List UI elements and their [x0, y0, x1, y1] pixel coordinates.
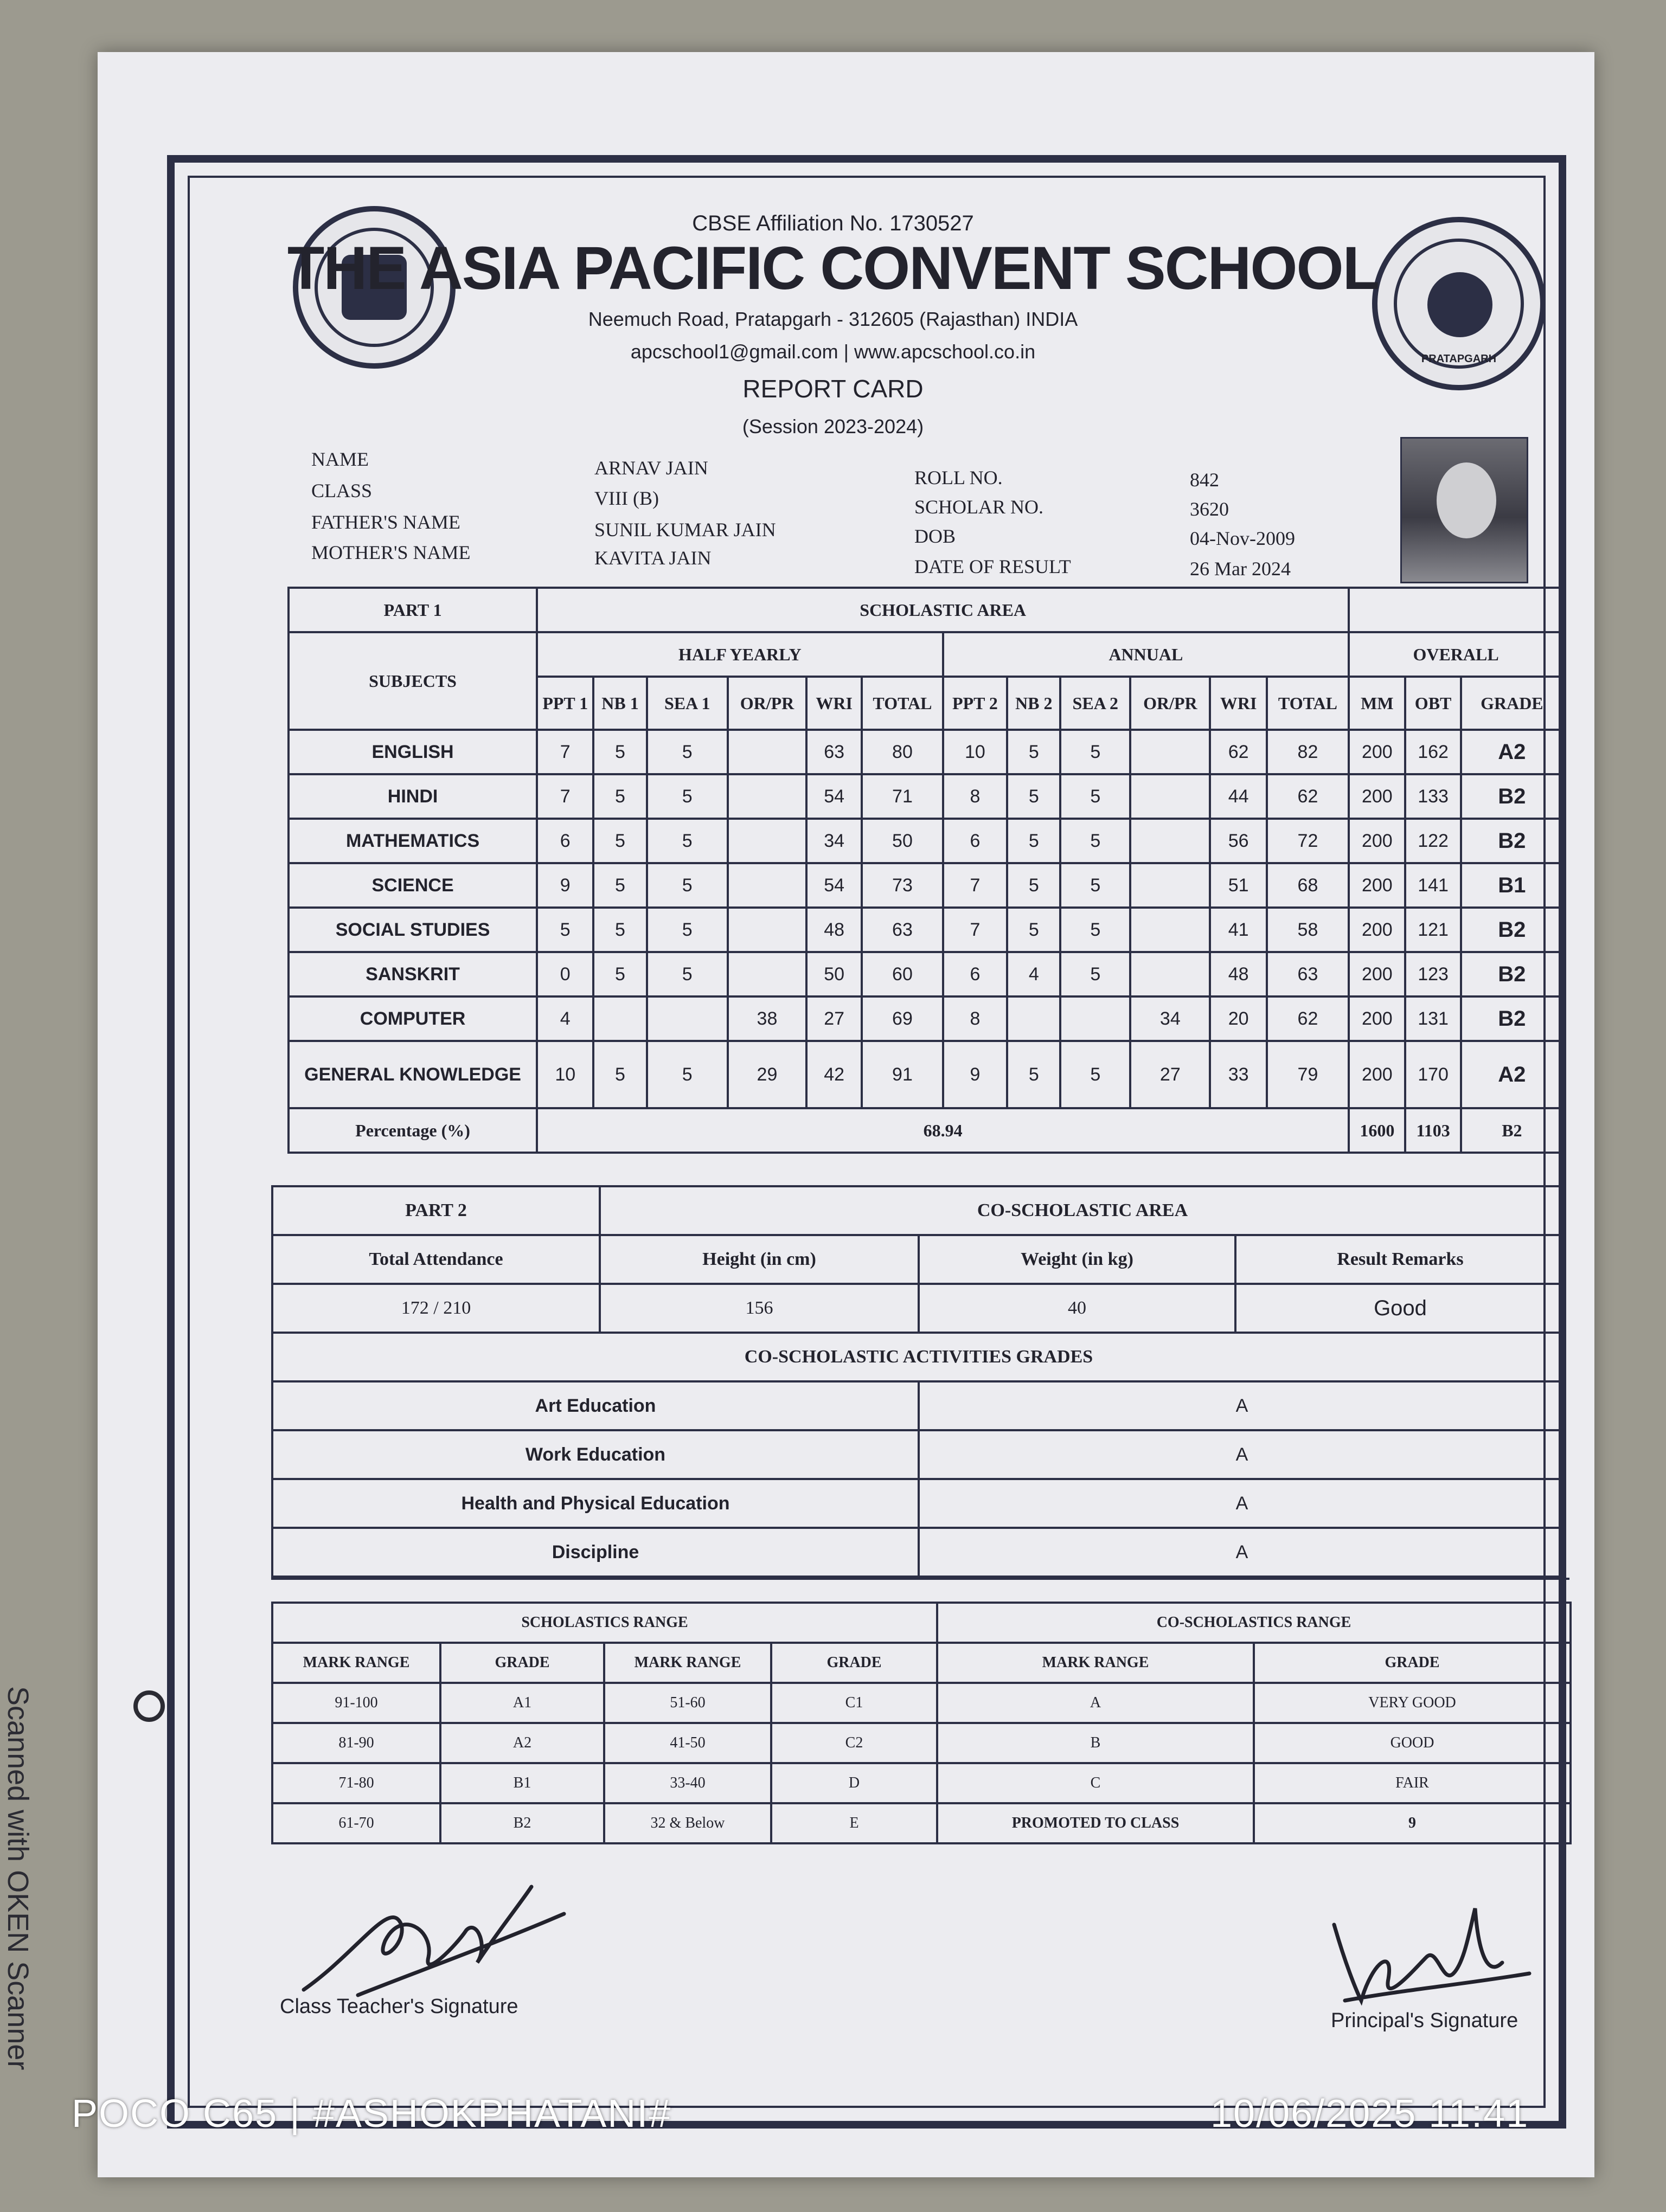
attendance-value: 172 / 210 — [272, 1284, 600, 1333]
half-yearly-mark: 5 — [593, 730, 646, 774]
annual-mark: 10 — [943, 730, 1008, 774]
dob-label: DOB — [914, 525, 956, 547]
class-teacher-signature-label: Class Teacher's Signature — [280, 1995, 518, 2018]
height-label: Height (in cm) — [600, 1235, 919, 1284]
annual-mark: 56 — [1210, 819, 1266, 863]
mark-range-heading: MARK RANGE — [272, 1643, 440, 1683]
subject-grade: B2 — [1461, 908, 1563, 952]
half-yearly-mark: 54 — [806, 774, 862, 819]
range-grade: D — [771, 1763, 937, 1803]
camera-timestamp: 10/06/2025 11:41 — [1210, 2092, 1529, 2136]
annual-mark: 7 — [943, 863, 1008, 908]
subject-row — [289, 774, 1563, 819]
subject-row — [289, 819, 1563, 863]
half-yearly-mark: 5 — [537, 908, 593, 952]
annual-mark: 9 — [943, 1041, 1008, 1108]
coscholastic-mark: A — [937, 1683, 1254, 1723]
half-yearly-mark — [728, 908, 806, 952]
range-grade: E — [771, 1803, 937, 1843]
coscholastic-grade: VERY GOOD — [1254, 1683, 1571, 1723]
obtained-marks: 122 — [1405, 819, 1460, 863]
annual-mark: 8 — [943, 996, 1008, 1041]
half-yearly-mark — [647, 996, 728, 1041]
annual-mark: 48 — [1210, 952, 1266, 996]
promoted-label: PROMOTED TO CLASS — [937, 1803, 1254, 1843]
annual-mark — [1130, 908, 1210, 952]
annual-mark: 72 — [1267, 819, 1349, 863]
half-yearly-mark — [728, 819, 806, 863]
col-header: SEA 2 — [1060, 677, 1130, 730]
subject-grade: B2 — [1461, 819, 1563, 863]
obtained-marks: 141 — [1405, 863, 1460, 908]
annual-mark: 7 — [943, 908, 1008, 952]
overall-heading: OVERALL — [1349, 632, 1563, 677]
max-marks: 200 — [1349, 952, 1405, 996]
seal-text: PRATAPGARH — [1421, 353, 1497, 365]
annual-mark: 51 — [1210, 863, 1266, 908]
subject-row — [289, 952, 1563, 996]
half-yearly-mark: 5 — [593, 774, 646, 819]
overall-grade: B2 — [1461, 1108, 1563, 1153]
father-name: SUNIL KUMAR JAIN — [594, 519, 776, 541]
mark-range: 32 & Below — [604, 1803, 771, 1843]
subject-name: GENERAL KNOWLEDGE — [289, 1041, 537, 1108]
half-yearly-mark: 5 — [593, 1041, 646, 1108]
range-grade: A2 — [440, 1723, 604, 1763]
annual-mark: 34 — [1130, 996, 1210, 1041]
annual-mark: 5 — [1060, 863, 1130, 908]
part1-label: PART 1 — [289, 588, 537, 632]
camera-device-stamp: POCO C65 | #ASHOKPHATANI# — [72, 2092, 672, 2136]
col-header: WRI — [806, 677, 862, 730]
annual-mark: 20 — [1210, 996, 1266, 1041]
half-yearly-mark: 29 — [728, 1041, 806, 1108]
result-date-label: DATE OF RESULT — [914, 556, 1071, 577]
session-label: (Session 2023-2024) — [742, 415, 924, 438]
principal-signature-label: Principal's Signature — [1331, 2009, 1518, 2032]
activity-grade: A — [919, 1479, 1565, 1528]
obtained-marks: 131 — [1405, 996, 1460, 1041]
half-yearly-mark: 71 — [862, 774, 943, 819]
father-label: FATHER'S NAME — [311, 511, 460, 533]
half-yearly-mark: 80 — [862, 730, 943, 774]
principal-signature — [1323, 1898, 1540, 2022]
mother-label: MOTHER'S NAME — [311, 542, 471, 563]
subject-grade: A2 — [1461, 730, 1563, 774]
annual-mark: 5 — [1060, 908, 1130, 952]
col-header: WRI — [1210, 677, 1266, 730]
activities-heading: CO-SCHOLASTIC ACTIVITIES GRADES — [272, 1333, 1565, 1381]
col-header: SEA 1 — [647, 677, 728, 730]
class-teacher-signature — [293, 1865, 575, 2017]
subject-grade: B2 — [1461, 774, 1563, 819]
range-grade: C1 — [771, 1683, 937, 1723]
activity-row — [272, 1479, 1565, 1528]
height-value: 156 — [600, 1284, 919, 1333]
half-yearly-mark: 50 — [806, 952, 862, 996]
half-yearly-mark: 60 — [862, 952, 943, 996]
coscholastic-area-heading: CO-SCHOLASTIC AREA — [600, 1186, 1565, 1235]
annual-mark: 63 — [1267, 952, 1349, 996]
mark-range: 81-90 — [272, 1723, 440, 1763]
obtained-marks: 123 — [1405, 952, 1460, 996]
half-yearly-mark: 69 — [862, 996, 943, 1041]
subject-row — [289, 996, 1563, 1041]
subject-name: SOCIAL STUDIES — [289, 908, 537, 952]
annual-mark: 68 — [1267, 863, 1349, 908]
activity-grade: A — [919, 1430, 1565, 1479]
mark-range-heading: MARK RANGE — [604, 1643, 771, 1683]
max-marks: 200 — [1349, 819, 1405, 863]
annual-mark: 41 — [1210, 908, 1266, 952]
student-photo — [1400, 437, 1528, 583]
weight-value: 40 — [919, 1284, 1235, 1333]
col-header: OBT — [1405, 677, 1460, 730]
range-row — [272, 1683, 1571, 1723]
student-class: VIII (B) — [594, 487, 659, 509]
annual-mark: 5 — [1007, 819, 1060, 863]
subject-name: ENGLISH — [289, 730, 537, 774]
grading-range-table — [271, 1602, 1572, 1844]
range-row — [272, 1763, 1571, 1803]
obtained-marks: 133 — [1405, 774, 1460, 819]
annual-mark — [1130, 819, 1210, 863]
scholastic-table — [287, 587, 1564, 1154]
range-grade: A1 — [440, 1683, 604, 1723]
subject-grade: B1 — [1461, 863, 1563, 908]
half-yearly-mark: 5 — [593, 819, 646, 863]
max-marks: 200 — [1349, 1041, 1405, 1108]
grade-heading: GRADE — [771, 1643, 937, 1683]
half-yearly-mark: 42 — [806, 1041, 862, 1108]
activity-name: Art Education — [272, 1381, 919, 1430]
half-yearly-mark: 5 — [647, 863, 728, 908]
annual-mark: 79 — [1267, 1041, 1349, 1108]
activity-row — [272, 1430, 1565, 1479]
class-label: CLASS — [311, 480, 373, 501]
half-yearly-mark: 34 — [806, 819, 862, 863]
roll-number: 842 — [1190, 469, 1219, 491]
name-label: NAME — [311, 448, 369, 470]
activity-grade: A — [919, 1381, 1565, 1430]
half-yearly-mark: 5 — [647, 774, 728, 819]
subject-grade: A2 — [1461, 1041, 1563, 1108]
half-yearly-mark: 5 — [593, 952, 646, 996]
remarks-value: Good — [1235, 1284, 1565, 1333]
annual-mark: 6 — [943, 819, 1008, 863]
part2-label: PART 2 — [272, 1186, 600, 1235]
coscholastic-mark: B — [937, 1723, 1254, 1763]
annual-mark — [1130, 952, 1210, 996]
result-date: 26 Mar 2024 — [1190, 558, 1291, 580]
half-yearly-mark: 48 — [806, 908, 862, 952]
subject-name: HINDI — [289, 774, 537, 819]
mark-range: 71-80 — [272, 1763, 440, 1803]
half-yearly-mark: 38 — [728, 996, 806, 1041]
range-row — [272, 1723, 1571, 1763]
half-yearly-mark: 7 — [537, 774, 593, 819]
half-yearly-mark — [593, 996, 646, 1041]
attendance-label: Total Attendance — [272, 1235, 600, 1284]
col-header: PPT 1 — [537, 677, 593, 730]
coscholastic-grade: FAIR — [1254, 1763, 1571, 1803]
half-yearly-mark: 5 — [647, 908, 728, 952]
annual-mark: 4 — [1007, 952, 1060, 996]
scholastic-range-heading: SCHOLASTICS RANGE — [272, 1603, 937, 1643]
half-yearly-mark: 4 — [537, 996, 593, 1041]
coscholastic-grade: GOOD — [1254, 1723, 1571, 1763]
half-yearly-mark: 0 — [537, 952, 593, 996]
half-yearly-mark: 63 — [862, 908, 943, 952]
subject-row — [289, 730, 1563, 774]
col-header: TOTAL — [862, 677, 943, 730]
annual-mark: 33 — [1210, 1041, 1266, 1108]
annual-mark — [1060, 996, 1130, 1041]
student-name: ARNAV JAIN — [594, 457, 708, 479]
obtained-marks: 162 — [1405, 730, 1460, 774]
school-address: Neemuch Road, Pratapgarh - 312605 (Rajasthan) INDIA — [588, 308, 1078, 330]
mark-range: 51-60 — [604, 1683, 771, 1723]
annual-mark: 82 — [1267, 730, 1349, 774]
col-header: OR/PR — [1130, 677, 1210, 730]
half-yearly-mark: 5 — [647, 1041, 728, 1108]
col-header: NB 2 — [1007, 677, 1060, 730]
total-obtained-marks: 1103 — [1405, 1108, 1460, 1153]
scholastic-area-heading: SCHOLASTIC AREA — [537, 588, 1349, 632]
mark-range: 33-40 — [604, 1763, 771, 1803]
col-header: PPT 2 — [943, 677, 1008, 730]
col-header: NB 1 — [593, 677, 646, 730]
grade-heading: GRADE — [440, 1643, 604, 1683]
activity-name: Health and Physical Education — [272, 1479, 919, 1528]
annual-mark: 27 — [1130, 1041, 1210, 1108]
half-yearly-mark: 6 — [537, 819, 593, 863]
annual-mark: 5 — [1007, 863, 1060, 908]
coscholastic-range-heading: CO-SCHOLASTICS RANGE — [937, 1603, 1571, 1643]
coscholastic-table — [271, 1185, 1566, 1578]
remarks-label: Result Remarks — [1235, 1235, 1565, 1284]
annual-mark: 44 — [1210, 774, 1266, 819]
subject-row — [289, 908, 1563, 952]
annual-mark: 5 — [1007, 730, 1060, 774]
half-yearly-mark: 5 — [647, 730, 728, 774]
percentage-label: Percentage (%) — [289, 1108, 537, 1153]
activity-name: Work Education — [272, 1430, 919, 1479]
half-yearly-heading: HALF YEARLY — [537, 632, 943, 677]
annual-mark — [1007, 996, 1060, 1041]
annual-mark — [1130, 863, 1210, 908]
annual-mark — [1130, 730, 1210, 774]
document-title: REPORT CARD — [742, 375, 924, 403]
half-yearly-mark — [728, 952, 806, 996]
subject-grade: B2 — [1461, 952, 1563, 996]
annual-mark: 8 — [943, 774, 1008, 819]
half-yearly-mark: 91 — [862, 1041, 943, 1108]
annual-mark: 6 — [943, 952, 1008, 996]
col-header: GRADE — [1461, 677, 1563, 730]
half-yearly-mark: 50 — [862, 819, 943, 863]
half-yearly-mark: 5 — [593, 863, 646, 908]
half-yearly-mark: 9 — [537, 863, 593, 908]
half-yearly-mark — [728, 863, 806, 908]
mark-range: 91-100 — [272, 1683, 440, 1723]
roll-label: ROLL NO. — [914, 467, 1003, 488]
annual-heading: ANNUAL — [943, 632, 1349, 677]
annual-mark: 5 — [1060, 730, 1130, 774]
annual-mark: 5 — [1007, 1041, 1060, 1108]
annual-mark: 5 — [1060, 1041, 1130, 1108]
annual-mark: 62 — [1267, 774, 1349, 819]
subject-row — [289, 863, 1563, 908]
mark-range: 41-50 — [604, 1723, 771, 1763]
range-grade: B2 — [440, 1803, 604, 1843]
mark-range-heading: MARK RANGE — [937, 1643, 1254, 1683]
range-grade: B1 — [440, 1763, 604, 1803]
annual-mark: 5 — [1060, 774, 1130, 819]
annual-mark: 58 — [1267, 908, 1349, 952]
coscholastic-mark: C — [937, 1763, 1254, 1803]
activity-name: Discipline — [272, 1528, 919, 1577]
affiliation-number: CBSE Affiliation No. 1730527 — [692, 211, 974, 235]
subject-name: SCIENCE — [289, 863, 537, 908]
subjects-heading: SUBJECTS — [289, 632, 537, 730]
col-header: TOTAL — [1267, 677, 1349, 730]
half-yearly-mark: 73 — [862, 863, 943, 908]
range-grade: C2 — [771, 1723, 937, 1763]
section-divider — [271, 1578, 1569, 1580]
annual-mark: 5 — [1060, 952, 1130, 996]
half-yearly-mark: 27 — [806, 996, 862, 1041]
scholar-label: SCHOLAR NO. — [914, 496, 1044, 518]
annual-mark: 5 — [1007, 774, 1060, 819]
half-yearly-mark: 5 — [593, 908, 646, 952]
school-contact: apcschool1@gmail.com | www.apcschool.co.in — [630, 340, 1036, 363]
subject-name: MATHEMATICS — [289, 819, 537, 863]
half-yearly-mark: 5 — [647, 952, 728, 996]
half-yearly-mark: 54 — [806, 863, 862, 908]
date-of-birth: 04-Nov-2009 — [1190, 528, 1295, 549]
half-yearly-mark: 10 — [537, 1041, 593, 1108]
scholar-number: 3620 — [1190, 498, 1229, 520]
range-row — [272, 1803, 1571, 1843]
half-yearly-mark: 7 — [537, 730, 593, 774]
promoted-class: 9 — [1254, 1803, 1571, 1843]
max-marks: 200 — [1349, 774, 1405, 819]
obtained-marks: 170 — [1405, 1041, 1460, 1108]
grade-heading: GRADE — [1254, 1643, 1571, 1683]
half-yearly-mark: 63 — [806, 730, 862, 774]
total-max-marks: 1600 — [1349, 1108, 1405, 1153]
half-yearly-mark — [728, 730, 806, 774]
activity-row — [272, 1528, 1565, 1577]
max-marks: 200 — [1349, 863, 1405, 908]
percentage-value: 68.94 — [537, 1108, 1349, 1153]
col-header: OR/PR — [728, 677, 806, 730]
weight-label: Weight (in kg) — [919, 1235, 1235, 1284]
activity-row — [272, 1381, 1565, 1430]
scanner-watermark: Scanned with OKEN Scanner — [2, 1686, 34, 2070]
max-marks: 200 — [1349, 996, 1405, 1041]
subject-grade: B2 — [1461, 996, 1563, 1041]
max-marks: 200 — [1349, 730, 1405, 774]
max-marks: 200 — [1349, 908, 1405, 952]
scanner-logo-icon — [133, 1690, 165, 1722]
annual-mark: 5 — [1007, 908, 1060, 952]
annual-mark — [1130, 774, 1210, 819]
activity-grade: A — [919, 1528, 1565, 1577]
subject-name: COMPUTER — [289, 996, 537, 1041]
annual-mark: 62 — [1267, 996, 1349, 1041]
half-yearly-mark: 5 — [647, 819, 728, 863]
school-name: THE ASIA PACIFIC CONVENT SCHOOL — [287, 234, 1379, 302]
half-yearly-mark — [728, 774, 806, 819]
col-header: MM — [1349, 677, 1405, 730]
mark-range: 61-70 — [272, 1803, 440, 1843]
annual-mark: 5 — [1060, 819, 1130, 863]
subject-name: SANSKRIT — [289, 952, 537, 996]
obtained-marks: 121 — [1405, 908, 1460, 952]
mother-name: KAVITA JAIN — [594, 547, 712, 569]
subject-row — [289, 1041, 1563, 1108]
annual-mark: 62 — [1210, 730, 1266, 774]
